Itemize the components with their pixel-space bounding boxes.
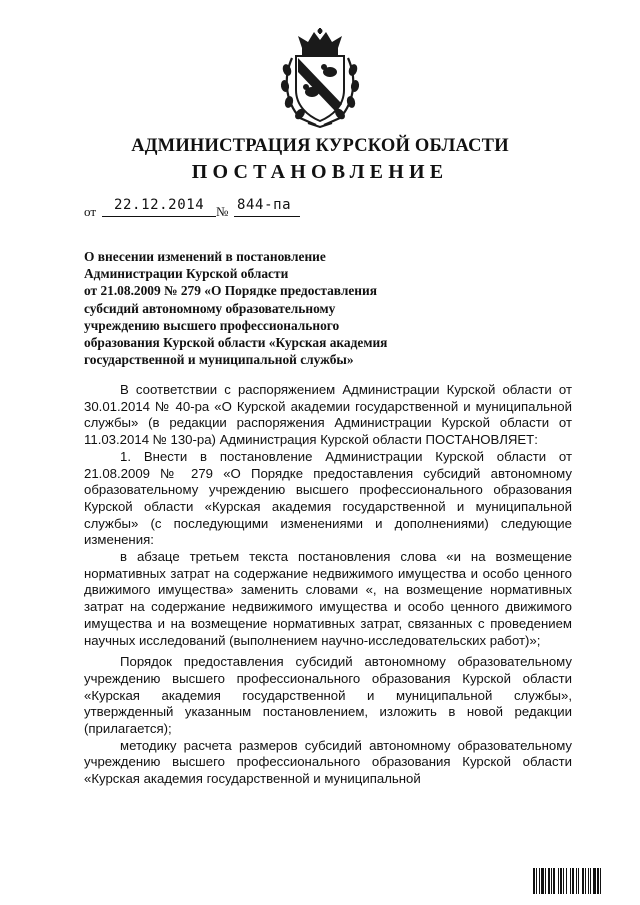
- document-body: [84, 382, 572, 788]
- body-paragraph: методику расчета размеров субсидий автономному образовательному учреждению высшего профессионального образования Курской области «Курская академия государственной и муниципальной: [84, 737, 572, 787]
- date-underline: [102, 216, 216, 217]
- title-line: государственной и муниципальной службы»: [84, 352, 354, 368]
- title-line: учреждению высшего профессионального: [84, 317, 340, 333]
- title-line: субсидий автономному образовательному: [84, 300, 336, 316]
- document-number: 844-па: [237, 197, 292, 213]
- from-label: от: [84, 204, 97, 219]
- document-date: 22.12.2014: [114, 197, 205, 213]
- title-line: образования Курской области «Курская академия: [84, 335, 388, 351]
- title-line: О внесении изменений в постановление: [84, 249, 326, 264]
- number-underline: [234, 216, 300, 217]
- number-label: №: [216, 204, 229, 219]
- body-paragraph: в абзаце третьем текста постановления слова «и на возмещение нормативных затрат на содержание недвижимого имущества и особо ценного движимого имущества» заменить словами «, на возмещение нормативных затрат на содержание недвижимого имущества и особо ценного движимого имущества и на возмещение нормативных затрат, связанных с проведением научных исследований (выполнением научно-исследовательских работ)»;: [84, 549, 572, 648]
- document-type: ПОСТАНОВЛЕНИЕ: [191, 161, 449, 183]
- document-title: [84, 248, 464, 368]
- title-line: от 21.08.2009 № 279 «О Порядке предоставления: [84, 283, 377, 299]
- body-paragraph: 1. Внести в постановление Администрации Курской области от 21.08.2009 № 279 «О Порядке предоставления субсидий автономному образовательному учреждению высшего профессионального образования Курской области «Курская академия государственной и муниципальной службы» (с последующими изменениями и дополнениями) следующие изменения:: [84, 448, 572, 548]
- organization-name: АДМИНИСТРАЦИЯ КУРСКОЙ ОБЛАСТИ: [131, 136, 509, 156]
- barcode-icon: [533, 868, 623, 894]
- body-paragraph: В соответствии с распоряжением Администрации Курской области от 30.01.2014 № 40-ра «О Курской академии государственной и муниципальной службы» (в редакции распоряжения Администрации Курской области от 11.03.2014 № 130-ра) Администрация Курской области ПОСТАНОВЛЯЕТ:: [84, 382, 572, 448]
- title-line: Администрации Курской области: [84, 266, 289, 282]
- body-paragraph: Порядок предоставления субсидий автономному образовательному учреждению высшего профессионального образования Курской области «Курская академия государственной и муниципальной службы», утвержденный указанным постановлением, изложить в новой редакции (прилагается);: [84, 654, 572, 737]
- coat-of-arms-icon: [278, 28, 362, 128]
- document-number-line: [84, 196, 344, 220]
